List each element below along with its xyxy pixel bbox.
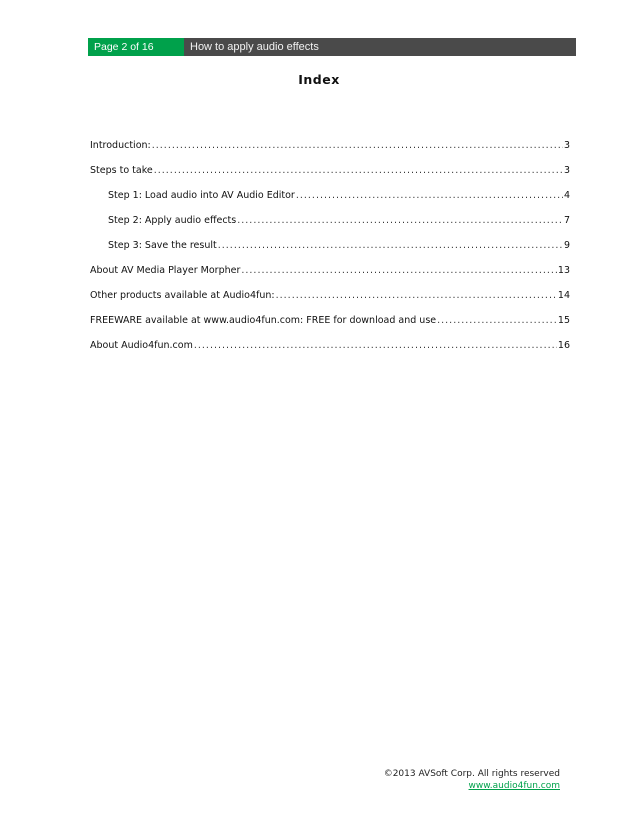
toc-leader-dots [437,315,557,326]
toc-entry-page: 13 [557,265,570,276]
toc-entry-text: About Audio4fun.com [90,340,193,351]
toc-entry-page: 9 [563,240,570,251]
toc-entry-page: 16 [557,340,570,351]
toc-entry-other-products[interactable] [90,290,570,315]
toc-entry-text: Other products available at Audio4fun: [90,290,275,301]
toc-entry-page: 14 [557,290,570,301]
toc-entry-page: 3 [563,140,570,151]
page-header [88,38,576,56]
toc-entry-steps-to-take[interactable] [90,165,570,190]
toc-entry-step-2[interactable] [90,215,570,240]
toc-entry-step-3[interactable] [90,240,570,265]
toc-leader-dots [237,215,563,226]
toc-entry-freeware[interactable] [90,315,570,340]
toc-leader-dots [194,340,557,351]
toc-entry-page: 3 [563,165,570,176]
toc-leader-dots [241,265,557,276]
toc-entry-introduction[interactable] [90,140,570,165]
toc-entry-text: Step 2: Apply audio effects [108,215,237,226]
toc-leader-dots [218,240,563,251]
toc-entry-about-morpher[interactable] [90,265,570,290]
copyright-notice: ©2013 AVSoft Corp. All rights reserved [383,769,560,779]
toc-entry-text: Step 3: Save the result [108,240,217,251]
toc-leader-dots [154,165,563,176]
toc-leader-dots [296,190,563,201]
table-of-contents [90,140,570,365]
toc-entry-about-audio4fun[interactable] [90,340,570,365]
toc-entry-page: 15 [557,315,570,326]
toc-entry-text: Steps to take [90,165,153,176]
toc-leader-dots [152,140,563,151]
toc-entry-page: 7 [563,215,570,226]
index-heading: Index [298,72,340,87]
toc-entry-page: 4 [563,190,570,201]
toc-leader-dots [276,290,557,301]
page-number-label: Page 2 of 16 [88,38,184,56]
document-title: How to apply audio effects [190,41,319,53]
page-footer [384,768,560,792]
toc-entry-text: About AV Media Player Morpher [90,265,241,276]
toc-entry-step-1[interactable] [90,190,570,215]
toc-entry-text: Introduction: [90,140,151,151]
toc-entry-text: FREEWARE available at www.audio4fun.com: FREE for download and use [90,315,437,326]
website-link[interactable]: www.audio4fun.com [468,781,560,791]
toc-entry-text: Step 1: Load audio into AV Audio Editor [108,190,295,201]
